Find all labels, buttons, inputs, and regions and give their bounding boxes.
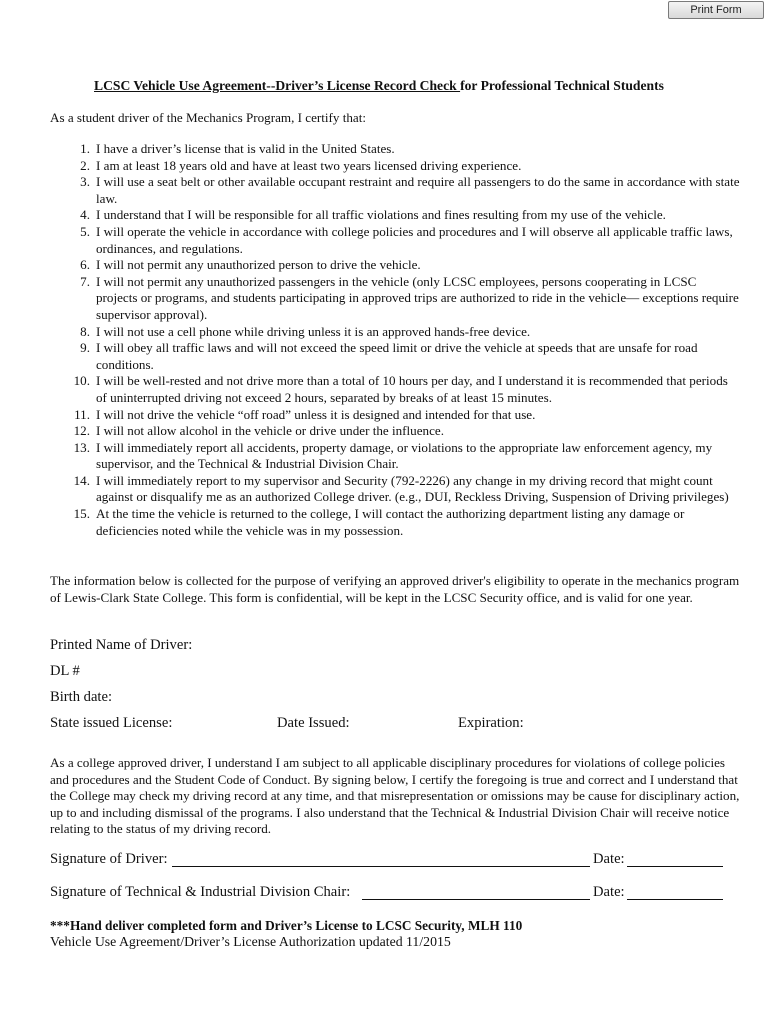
approval-paragraph: As a college approved driver, I understand I am subject to all applicable disciplinary procedures for violations of college policies and procedures and the Student Code of Conduct. By signing below, I certify the foregoing is true and correct and I understand that the College may check my driving record at any time, and that misrepresentation or omissions may be cause for disciplinary action, up to and including dismissal of the programs. I also understand that the Technical & Industrial Division Chair will receive notice relating to the status of my driving record. <box>50 755 740 837</box>
rule-item <box>50 324 740 341</box>
rule-item <box>50 207 740 224</box>
rule-item <box>50 274 740 324</box>
driver-date-label: Date: <box>593 851 625 867</box>
page-title <box>94 78 664 94</box>
rule-number: 12. <box>73 423 90 439</box>
version-note: Vehicle Use Agreement/Driver’s License Authorization updated 11/2015 <box>50 934 451 949</box>
rule-text: At the time the vehicle is returned to the college, I will contact the authorizing department listing any damage or deficiencies noted while the vehicle was in my possession. <box>96 506 685 538</box>
birth-date-label: Birth date: <box>50 689 113 705</box>
expiration-label: Expiration: <box>458 715 524 731</box>
rule-item <box>50 224 740 257</box>
rule-text: I will be well-rested and not drive more than a total of 10 hours per day, and I understand it is recommended that periods of uninterrupted driving not exceed 2 hours, separated by breaks of at least 15 minutes. <box>96 373 728 405</box>
rule-item <box>50 158 740 175</box>
rule-item <box>50 340 740 373</box>
printed-name-label: Printed Name of Driver: <box>50 637 193 653</box>
rule-number: 15. <box>73 506 90 522</box>
rule-item <box>50 473 740 506</box>
date-issued-label: Date Issued: <box>277 715 350 731</box>
driver-date-line[interactable] <box>627 866 723 867</box>
rule-text: I will not drive the vehicle “off road” unless it is designed and intended for that use. <box>96 406 536 422</box>
rule-text: I will operate the vehicle in accordance with college policies and procedures and I will observe all applicable traffic laws, ordinances, and regulations. <box>96 223 733 256</box>
rule-item <box>50 506 740 539</box>
rule-item <box>50 423 740 440</box>
rule-item <box>50 257 740 274</box>
rules-list <box>50 141 740 539</box>
chair-signature-label: Signature of Technical & Industrial Division Chair: <box>50 884 351 900</box>
rule-item <box>50 141 740 158</box>
rule-number: 8. <box>80 323 90 339</box>
rule-number: 5. <box>80 223 90 239</box>
rule-number: 14. <box>73 472 90 488</box>
rule-item <box>50 440 740 473</box>
rule-item <box>50 174 740 207</box>
rule-number: 2. <box>80 157 90 173</box>
rule-number: 1. <box>80 141 90 156</box>
rule-text: I understand that I will be responsible for all traffic violations and fines resulting from my use of the vehicle. <box>96 207 666 223</box>
rule-text: I have a driver’s license that is valid in the United States. <box>96 141 395 156</box>
driver-signature-label: Signature of Driver: <box>50 851 168 867</box>
rule-number: 6. <box>80 257 90 273</box>
rule-text: I will immediately report all accidents, property damage, or violations to the appropriate law enforcement agency, my supervisor, and the Technical & Industrial Division Chair. <box>96 439 713 472</box>
rule-text: I will immediately report to my supervisor and Security (792-2226) any change in my driving record that might count against or disqualify me as an authorized College driver. (e.g., DUI, Reckless Driving, Suspension of Driving privileges) <box>96 472 729 505</box>
print-form-button[interactable]: Print Form <box>668 1 764 19</box>
rule-text: I am at least 18 years old and have at least two years licensed driving experience. <box>96 157 522 173</box>
title-rest: for Professional Technical Students <box>460 78 664 93</box>
rule-number: 9. <box>80 340 90 356</box>
intro-text: As a student driver of the Mechanics Program, I certify that: <box>50 110 366 125</box>
rule-text: I will not permit any unauthorized passengers in the vehicle (only LCSC employees, persons cooperating in LCSC projects or programs, and students participating in approved trips are authorized to ride in the vehicle— exceptions require supervisor approval). <box>96 273 739 322</box>
rule-text: I will not use a cell phone while driving unless it is an approved hands-free device. <box>96 323 531 339</box>
dl-number-label: DL # <box>50 663 80 679</box>
info-paragraph: The information below is collected for the purpose of verifying an approved driver's eligibility to operate in the mechanics program of Lewis-Clark State College. This form is confidential, will be kept in the LCSC Security office, and is valid for one year. <box>50 573 740 605</box>
chair-date-label: Date: <box>593 884 625 900</box>
rule-number: 13. <box>73 439 90 455</box>
rule-item <box>50 407 740 424</box>
rule-number: 11. <box>74 406 90 422</box>
rule-text: I will use a seat belt or other available occupant restraint and require all passengers to do the same in accordance with state law. <box>96 174 740 206</box>
driver-signature-line[interactable] <box>172 866 590 867</box>
rule-number: 7. <box>80 273 90 289</box>
delivery-instruction: ***Hand deliver completed form and Driver’s License to LCSC Security, MLH 110 <box>50 918 523 933</box>
chair-date-line[interactable] <box>627 899 723 900</box>
rule-number: 4. <box>80 207 90 223</box>
title-underlined: LCSC Vehicle Use Agreement--Driver’s License Record Check <box>94 78 461 93</box>
chair-signature-line[interactable] <box>362 899 590 900</box>
rule-text: I will not permit any unauthorized person to drive the vehicle. <box>96 257 421 273</box>
state-license-label: State issued License: <box>50 715 173 731</box>
rule-text: I will obey all traffic laws and will not exceed the speed limit or drive the vehicle at speeds that are unsafe for road conditions. <box>96 340 698 372</box>
rule-item <box>50 373 740 406</box>
rule-text: I will not allow alcohol in the vehicle or drive under the influence. <box>96 423 444 439</box>
rule-number: 3. <box>80 174 90 190</box>
rule-number: 10. <box>73 373 90 389</box>
